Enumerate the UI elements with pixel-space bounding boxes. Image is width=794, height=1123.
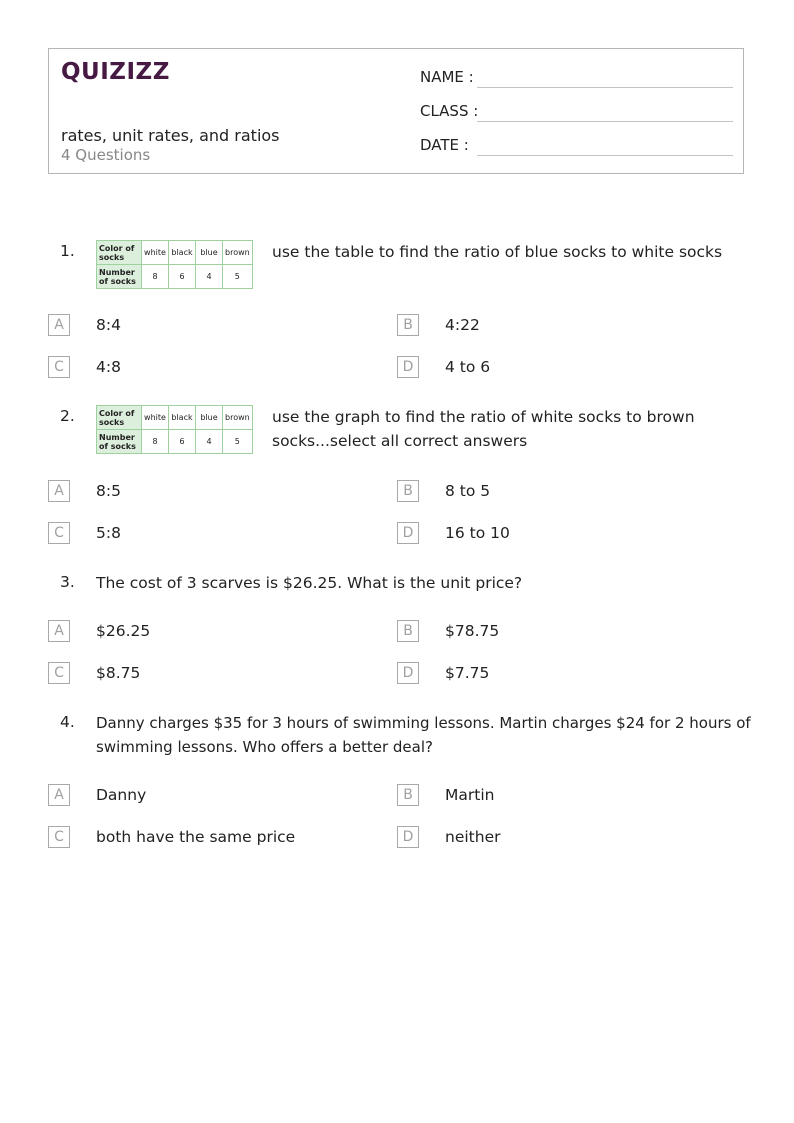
socks-table-image xyxy=(96,240,253,289)
table-head-color: Color of socks xyxy=(97,241,142,265)
option-letter-box[interactable]: A xyxy=(48,480,70,502)
table-cell: white xyxy=(142,406,169,430)
socks-table-image xyxy=(96,405,253,454)
table-cell: 4 xyxy=(196,430,223,454)
option-letter-box[interactable]: A xyxy=(48,784,70,806)
worksheet-title: rates, unit rates, and ratios xyxy=(61,126,280,145)
option-text: neither xyxy=(445,828,501,846)
class-line[interactable] xyxy=(477,121,733,122)
name-label: NAME : xyxy=(420,68,474,86)
table-head-number: Number of socks xyxy=(97,265,142,289)
question-text: use the table to find the ratio of blue socks to white socks xyxy=(272,243,723,261)
question-text-line: use the graph to find the ratio of white socks to brown xyxy=(272,408,695,426)
option-text: $7.75 xyxy=(445,664,490,682)
table-cell: white xyxy=(142,241,169,265)
option-letter-box[interactable]: C xyxy=(48,662,70,684)
option-text: both have the same price xyxy=(96,828,296,846)
class-label: CLASS : xyxy=(420,102,479,120)
date-line[interactable] xyxy=(477,155,733,156)
option-letter-box[interactable]: A xyxy=(48,620,70,642)
quizizz-logo: QUIZIZZ xyxy=(61,59,170,85)
question-text: The cost of 3 scarves is $26.25. What is the unit price? xyxy=(96,574,523,592)
table-cell: blue xyxy=(196,241,223,265)
option-text: 4:22 xyxy=(445,316,480,334)
table-cell: 6 xyxy=(169,430,196,454)
option-letter-box[interactable]: A xyxy=(48,314,70,336)
question-number: 4. xyxy=(60,713,75,731)
option-text: $78.75 xyxy=(445,622,500,640)
table-cell: 4 xyxy=(196,265,223,289)
option-text: 4:8 xyxy=(96,358,121,376)
question-text xyxy=(96,711,751,759)
option-text: Danny xyxy=(96,786,147,804)
question-text xyxy=(272,405,695,453)
table-cell: 5 xyxy=(223,265,253,289)
question-number: 1. xyxy=(60,242,75,260)
table-cell: 8 xyxy=(142,265,169,289)
option-letter-box[interactable]: D xyxy=(397,356,419,378)
option-text: $26.25 xyxy=(96,622,151,640)
option-text: 4 to 6 xyxy=(445,358,491,376)
question-number: 2. xyxy=(60,407,75,425)
table-cell: blue xyxy=(196,406,223,430)
table-cell: black xyxy=(169,406,196,430)
table-cell: 8 xyxy=(142,430,169,454)
table-cell: 6 xyxy=(169,265,196,289)
option-letter-box[interactable]: B xyxy=(397,480,419,502)
option-text: 8:4 xyxy=(96,316,121,334)
date-label: DATE : xyxy=(420,136,469,154)
option-letter-box[interactable]: D xyxy=(397,662,419,684)
option-letter-box[interactable]: B xyxy=(397,314,419,336)
question-text-line: Danny charges $35 for 3 hours of swimming lessons. Martin charges $24 for 2 hours of xyxy=(96,714,751,732)
option-letter-box[interactable]: B xyxy=(397,620,419,642)
option-letter-box[interactable]: B xyxy=(397,784,419,806)
question-text-line: socks...select all correct answers xyxy=(272,432,528,450)
option-letter-box[interactable]: D xyxy=(397,826,419,848)
name-line[interactable] xyxy=(477,87,733,88)
option-letter-box[interactable]: D xyxy=(397,522,419,544)
option-text: 8:5 xyxy=(96,482,121,500)
question-count: 4 Questions xyxy=(61,146,151,164)
option-text: 5:8 xyxy=(96,524,121,542)
option-text: $8.75 xyxy=(96,664,141,682)
option-text: 8 to 5 xyxy=(445,482,491,500)
option-letter-box[interactable]: C xyxy=(48,356,70,378)
table-cell: black xyxy=(169,241,196,265)
table-head-number: Number of socks xyxy=(97,430,142,454)
option-letter-box[interactable]: C xyxy=(48,522,70,544)
option-letter-box[interactable]: C xyxy=(48,826,70,848)
table-cell: 5 xyxy=(223,430,253,454)
worksheet-header xyxy=(48,48,744,174)
table-head-color: Color of socks xyxy=(97,406,142,430)
table-cell: brown xyxy=(223,241,253,265)
option-text: Martin xyxy=(445,786,495,804)
question-text-line: swimming lessons. Who offers a better deal? xyxy=(96,738,433,756)
table-cell: brown xyxy=(223,406,253,430)
option-text: 16 to 10 xyxy=(445,524,510,542)
question-number: 3. xyxy=(60,573,75,591)
